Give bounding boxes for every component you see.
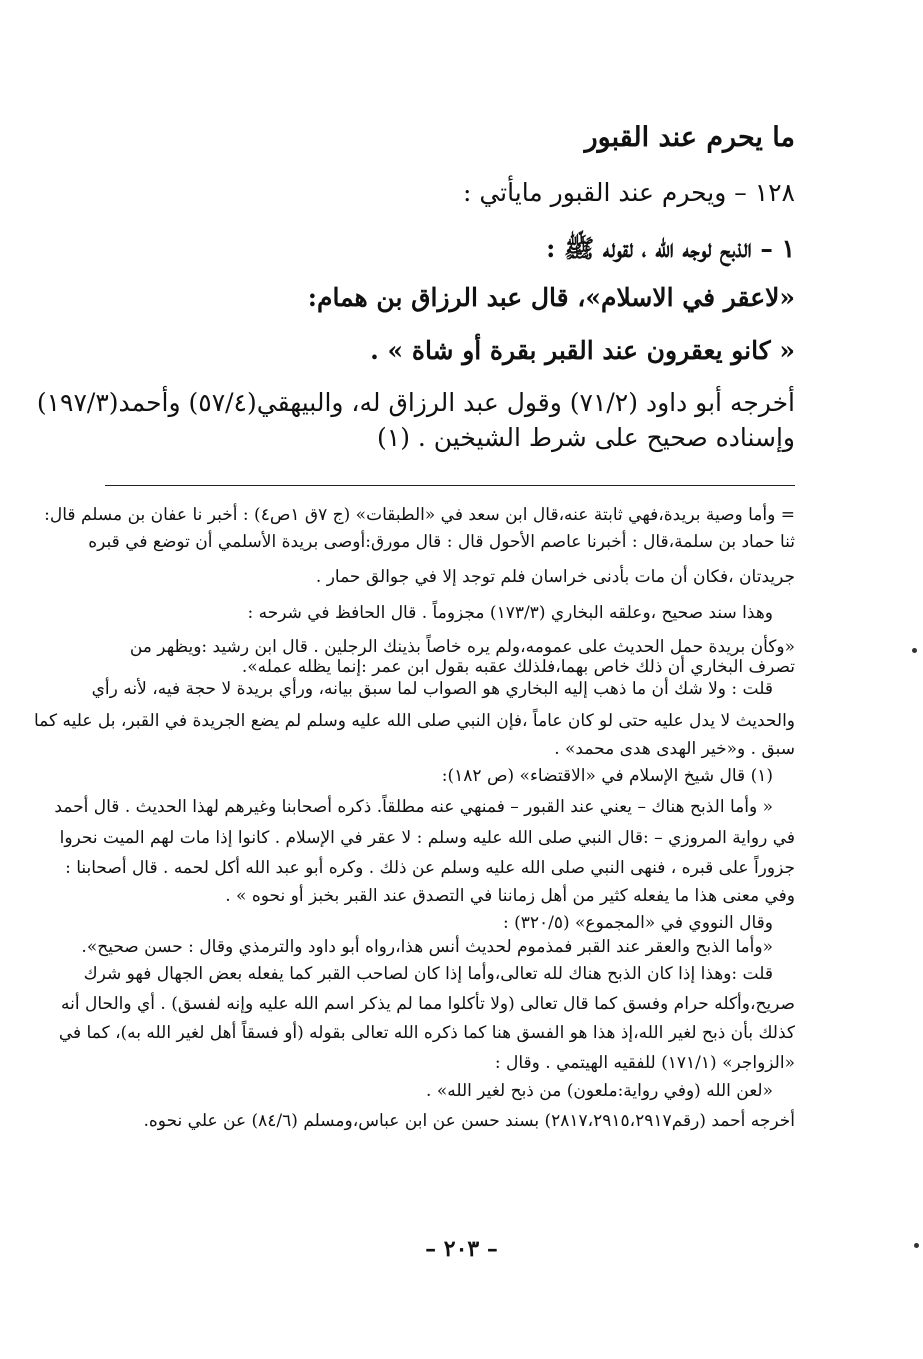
footnote-line: كذلك بأن ذبح لغير الله،إذ هذا هو الفسق هنا كما ذكره الله تعالى بقوله (أو فسقاً أهل لغير الله به)، كما في — [58, 1023, 795, 1043]
scan-speck — [912, 648, 917, 653]
footnote-line: في رواية المروزي – :قال النبي صلى الله عليه وسلم : لا عقر في الإسلام . كانوا إذا مات لهم الميت نحروا — [59, 828, 795, 848]
footnote-line: قلت : ولا شك أن ما ذهب إليه البخاري هو الصواب لما سبق بيانه، ورأي بريدة لا حجة فيه، لأنه رأي — [91, 679, 773, 699]
footnote-line: سبق . و«خير الهدى هدى محمد» . — [554, 739, 795, 759]
footnote-line: = وأما وصية بريدة،فهي ثابتة عنه،قال ابن سعد في «الطبقات» (ج ٧ق ١ص٤) : أخبر نا عفان بن مسلم قال: — [44, 505, 795, 525]
main-line-5: أخرجه أبو داود (٧١/٢) وقول عبد الرزاق له، والبيهقي(٥٧/٤) وأحمد(١٩٧/٣) — [36, 388, 795, 417]
main-line-3: «لاعقر في الاسلام»، قال عبد الرزاق بن همام: — [307, 283, 795, 312]
scan-speck — [914, 1243, 919, 1248]
footnote-line: جزوراً على قبره ، فنهى النبي صلى الله عليه وسلم عن ذلك . وكره أبو عبد الله أكل لحمه . قال أصحابنا : — [65, 858, 795, 878]
footnote-line: «لعن الله (وفي رواية:ملعون) من ذبح لغير الله» . — [426, 1081, 773, 1101]
page-number: – ٢٠٣ – — [425, 1236, 498, 1262]
footnote-line: «وكأن بريدة حمل الحديث على عمومه،ولم يره خاصاً بذينك الرجلين . قال ابن رشيد :ويظهر من — [129, 637, 795, 657]
footnote-line: والحديث لا يدل عليه حتى لو كان عاماً ،فإن النبي صلى الله عليه وسلم لم يضع الجريدة في القبر، بل عليه كما — [33, 711, 795, 731]
footnote-line: وفي معنى هذا ما يفعله كثير من أهل زماننا في التصدق عند القبر بخبز أو نحوه » . — [225, 886, 795, 906]
section-title: ما يحرم عند القبور — [584, 122, 795, 153]
footnote-line: (١) قال شيخ الإسلام في «الاقتضاء» (ص ١٨٢): — [441, 766, 773, 786]
footnote-line: جريدتان ،فكان أن مات بأدنى خراسان فلم توجد إلا في جوالق حمار . — [315, 567, 795, 587]
footnote-line: «وأما الذبح والعقر عند القبر فمذموم لحديث أنس هذا،رواه أبو داود والترمذي وقال : حسن صحيح». — [81, 937, 773, 957]
footnote-line: ثنا حماد بن سلمة،قال : أخبرنا عاصم الأحول قال : قال مورق:أوصى بريدة الأسلمي أن توضع في قبره — [88, 532, 795, 552]
footnote-line: قلت :وهذا إذا كان الذبح هناك لله تعالى،وأما إذا كان لصاحب القبر كما يفعله بعض الجهال فهو شرك — [83, 964, 773, 984]
footnote-divider — [105, 485, 795, 486]
main-line-6: وإسناده صحيح على شرط الشيخين . (١) — [376, 423, 795, 452]
footnote-line: «الزواجر» (١٧١/١) للفقيه الهيتمي . وقال : — [494, 1053, 795, 1073]
footnote-line: وهذا سند صحيح ،وعلقه البخاري (١٧٣/٣) مجزوماً . قال الحافظ في شرحه : — [247, 603, 773, 623]
footnote-line: صريح،وأكله حرام وفسق كما قال تعالى (ولا تأكلوا مما لم يذكر اسم الله عليه وإنه لفسق) . أي والحال أنه — [61, 994, 795, 1014]
footnote-line: أخرجه أحمد (رقم٢٨١٧،٢٩١٥،٢٩١٧) بسند حسن عن ابن عباس،ومسلم (٨٤/٦) عن علي نحوه. — [143, 1111, 795, 1131]
footnote-line: وقال النووي في «المجموع» (٣٢٠/٥) : — [502, 913, 773, 933]
main-line-4: « كانو يعقرون عند القبر بقرة أو شاة » . — [370, 336, 795, 365]
footnote-line: « وأما الذبح هناك – يعني عند القبور – فمنهي عنه مطلقاً. ذكره أصحابنا وغيرهم لهذا الحديث . قال أحمد — [54, 797, 773, 817]
main-line-2: ١ – الذبح لوجه الله ، لقوله ﷺ : — [546, 234, 795, 263]
main-line-1: ١٢٨ – ويحرم عند القبور مايأتي : — [462, 178, 795, 207]
footnote-line: تصرف البخاري أن ذلك خاص بهما،فلذلك عقبه بقول ابن عمر :إنما يظله عمله». — [241, 657, 795, 677]
